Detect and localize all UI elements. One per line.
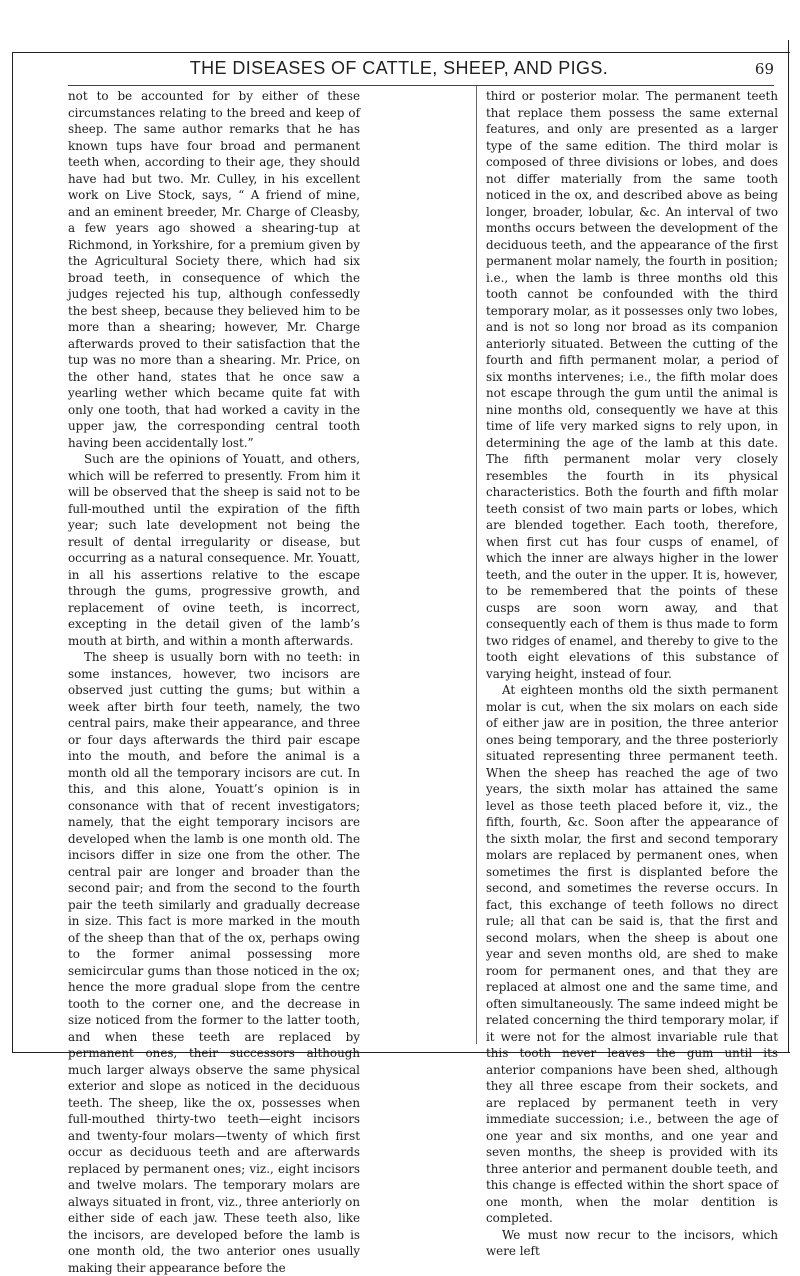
paragraph: third or posterior molar. The permanent teeth that replace them possess the same external features, and only are presented as a larger type of the same edition. The third molar is composed of three divisions or lobes, and does not differ materially from the same tooth noticed in the ox, and described above as being longer, broader, lobular, &c. An interval of two months occurs between the development of the deciduous teeth, and the appearance of the first permanent molar namely, the fourth in position; i.e., when the lamb is three months old this tooth cannot be confounded with the third temporary molar, as it possesses only two lobes, and is not so long nor broad as its companion anteriorly situated. Between the cutting of the fourth and fifth permanent molar, a period of six months intervenes; i.e., the fifth molar does not escape through the gum until the animal is nine months old, consequently we have at this time of life very marked signs to rely upon, in determining the age of the lamb at this date. The fifth permanent molar very closely resembles the fourth in its physical characteristics. Both the fourth and fifth molar teeth consist of two main parts or lobes, which are blended together. Each tooth, therefore, when first cut has four cusps of enamel, of which the inner are always higher in the lower teeth, and the outer in the upper. It is, however, to be remembered that the points of these cusps are soon worn away, and that consequently each of them is thus made to form two ridges of enamel, and thereby to give to the tooth eight elevations of this substance of varying height, instead of four.: [486, 89, 778, 681]
page-number: 69: [754, 60, 774, 78]
column-divider: [476, 86, 477, 1044]
right-column: [486, 88, 778, 1258]
paragraph: We must now recur to the incisors, which were left: [486, 1227, 778, 1258]
running-header: [20, 58, 778, 84]
paragraph: At eighteen months old the sixth permanent molar is cut, when the six molars on each side of either jaw are in position, the three anterior ones being temporary, and the three posteriorly situated representing three permanent teeth. When the sheep has reached the age of two years, the sixth molar has attained the same level as those teeth placed before it, viz., the fifth, fourth, &c. Soon after the appearance of the sixth molar, the first and second temporary molars are replaced by permanent ones, when sometimes the first is displanted before the second, and sometimes the reverse occurs. In fact, this exchange of teeth follows no direct rule; all that can be said is, that the first and second molars, when the sheep is about one year and seven months old, are shed to make room for permanent ones, and that they are replaced at almost one and the same time, and often simultaneously. The same indeed might be related concerning the third temporary molar, if it were not for the almost invariable rule that this tooth never leaves the gum until its anterior companions have been shed, although they all three escape from their sockets, and are replaced by permanent teeth in very immediate succession; i.e., between the age of one year and six months, and one year and seven months, the sheep is provided with its three anterior and permanent double teeth, and this change is effected within the short space of one month, when the molar dentition is completed.: [486, 683, 778, 1225]
paragraph: Such are the opinions of Youatt, and others, which will be referred to presently. From him it will be observed that the sheep is said not to be full-mouthed until the expiration of the fifth year; such late development not being the result of dental irregularity or disease, but occurring as a natural consequence. Mr. Youatt, in all his assertions relative to the escape through the gums, progressive growth, and replacement of ovine teeth, is incorrect, excepting in the detail given of the lamb’s mouth at birth, and within a month afterwards.: [68, 452, 360, 648]
left-column: [68, 88, 360, 1275]
page-frame-right: [788, 40, 789, 1052]
paragraph: The sheep is usually born with no teeth: in some instances, however, two incisors are observed just cutting the gums; but within a week after birth four teeth, namely, the two central pairs, make their appearance, and three or four days afterwards the third pair escape into the mouth, and before the animal is a month old all the temporary incisors are cut. In this, and this alone, Youatt’s opinion is in consonance with that of recent investigators; namely, that the eight temporary incisors are developed when the lamb is one month old. The incisors differ in size one from the other. The central pair are longer and broader than the second pair; and from the second to the fourth pair the teeth similarly and gradually decrease in size. This fact is more marked in the mouth of the sheep than that of the ox, perhaps owing to the former animal possessing more semicircular gums than those noticed in the ox; hence the more gradual slope from the centre tooth to the corner one, and the decrease in size noticed from the former to the latter tooth, and when these teeth are replaced by permanent ones, their successors although much larger always observe the same physical exterior and slope as noticed in the deciduous teeth. The sheep, like the ox, possesses when full-mouthed thirty-two teeth—eight incisors and twenty-four molars—twenty of which first occur as deciduous teeth and are afterwards replaced by permanent ones; viz., eight incisors and twelve molars. The temporary molars are always situated in front, viz., three anteriorly on either side of each jaw. These teeth also, like the incisors, are developed before the lamb is one month old, the two anterior ones usually making their appearance before the: [68, 650, 360, 1275]
page-frame-left: [12, 52, 13, 1052]
paragraph: not to be accounted for by either of these circumstances relating to the breed and keep of sheep. The same author remarks that he has known tups have four broad and permanent teeth when, according to their age, they should have had but two. Mr. Culley, in his excellent work on Live Stock, says, “ A friend of mine, and an eminent breeder, Mr. Charge of Cleasby, a few years ago showed a shearing-tup at Richmond, in Yorkshire, for a premium given by the Agricultural Society there, which had six broad teeth, in consequence of which the judges rejected his tup, although confessedly the best sheep, because they believed him to be more than a shearing; however, Mr. Charge afterwards proved to their satisfaction that the tup was no more than a shearing. Mr. Price, on the other hand, states that he once saw a yearling wether which became quite fat with only one tooth, that had worked a cavity in the upper jaw, the corresponding central tooth having been accidentally lost.”: [68, 89, 360, 450]
running-title: THE DISEASES OF CATTLE, SHEEP, AND PIGS.: [189, 58, 609, 78]
page-frame-top: [12, 52, 790, 53]
header-rule: [68, 85, 774, 86]
